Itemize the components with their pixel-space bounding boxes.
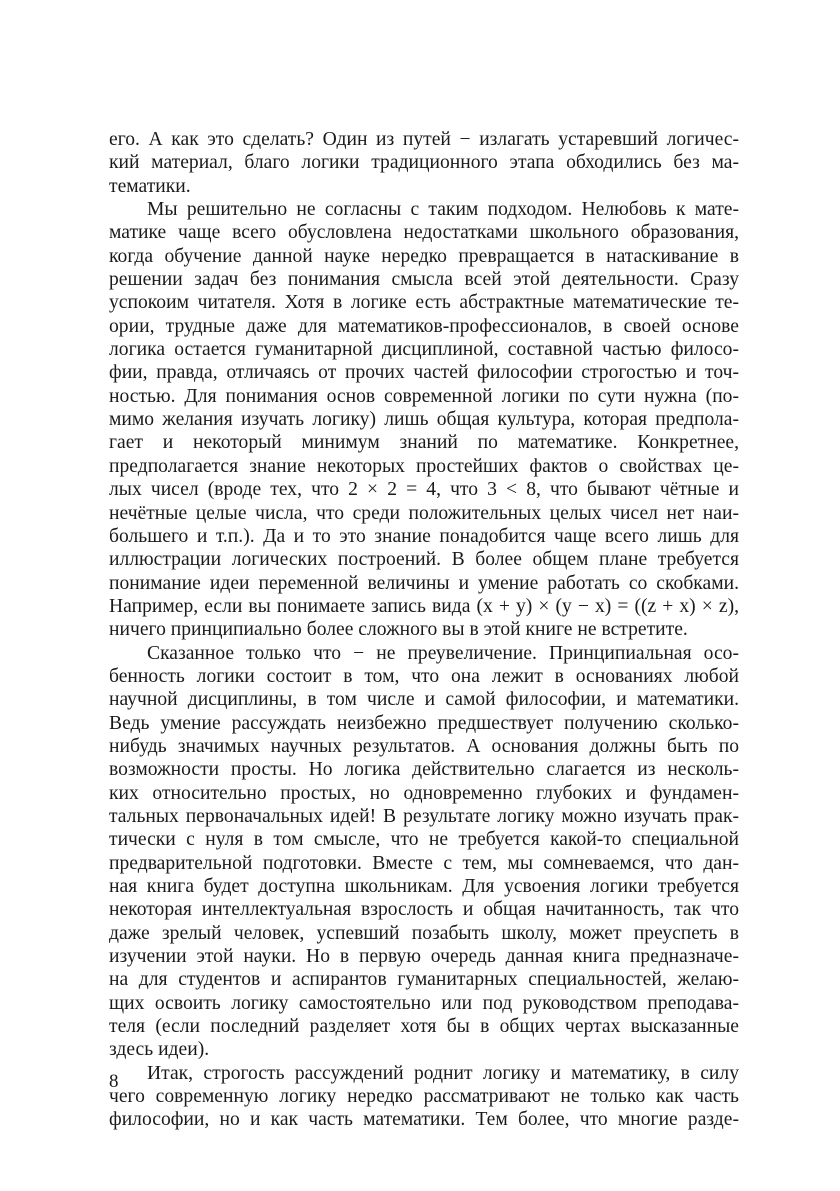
text-line: тальных первоначальных идей! В результате логику можно изучать прак- — [109, 805, 739, 827]
text-line: Сказанное только что − не преувеличение. Принципиальная осо- — [147, 642, 739, 664]
body-text — [109, 128, 739, 1132]
text-line: здесь идеи). — [109, 1039, 210, 1061]
text-line: тематики. — [109, 175, 191, 197]
text-line: его. А как это сделать? Один из путей − излагать устаревший логичес- — [109, 129, 739, 150]
text-line: мимо желания изучать логику) лишь общая культура, которая предпола- — [109, 409, 739, 431]
text-line: Итак, строгость рассуждений роднит логику и математику, в силу — [147, 1062, 739, 1084]
text-line: кий материал, благо логики традиционного этапа обходились без ма- — [109, 152, 739, 174]
text-line: большего и т.п.). Да и то это знание понадобится чаще всего лишь для — [109, 525, 739, 547]
text-line: ностью. Для понимания основ современной логики по сути нужна (по- — [109, 385, 739, 407]
text-line: теля (если последний разделяет хотя бы в общих чертах высказанные — [109, 1016, 739, 1038]
text-line: бенность логики состоит в том, что она лежит в основаниях любой — [109, 665, 739, 687]
text-line: изучении этой науки. Но в первую очередь данная книга предназначе- — [109, 946, 739, 968]
text-line: на для студентов и аспирантов гуманитарных специальностей, желаю- — [109, 969, 739, 991]
text-line: Ведь умение рассуждать неизбежно предшествует получению сколько- — [109, 712, 739, 734]
text-line: когда обучение данной науке нередко превращается в натаскивание в — [109, 245, 739, 267]
text-line: ории, трудные даже для математиков-профессионалов, в своей основе — [109, 315, 739, 337]
text-line: предполагается знание некоторых простейших фактов о свойствах це- — [109, 455, 739, 477]
text-line: решении задач без понимания смысла всей этой деятельности. Сразу — [109, 269, 739, 291]
text-line: возможности просты. Но логика действительно слагается из несколь- — [109, 759, 739, 781]
text-line: успокоим читателя. Хотя в логике есть абстрактные математические те- — [109, 292, 739, 314]
text-line: научной дисциплины, в том числе и самой философии, и математики. — [109, 689, 739, 711]
text-line: ная книга будет доступна школьникам. Для усвоения логики требуется — [109, 876, 739, 897]
text-line: даже зрелый человек, успевший позабыть школу, может преуспеть в — [109, 922, 739, 944]
text-line: понимание идеи переменной величины и умение работать со скобками. — [109, 572, 739, 594]
text-line: чего современную логику нередко рассматривают не только как часть — [109, 1086, 739, 1108]
text-line: ких относительно простых, но одновременно глубоких и фундамен- — [109, 782, 739, 804]
text-line: матике чаще всего обусловлена недостатками школьного образования, — [109, 222, 739, 244]
text-line: фии, правда, отличаясь от прочих частей философии строгостью и точ- — [109, 362, 739, 384]
page-number: 8 — [109, 1071, 119, 1092]
text-line: нибудь значимых научных результатов. А основания должны быть по — [109, 735, 739, 757]
text-line: тически с нуля в том смысле, что не требуется какой-то специальной — [109, 829, 739, 851]
text-line: Например, если вы понимаете запись вида (x + y) × (y − x) = ((z + x) × z), — [109, 595, 739, 617]
text-line: иллюстрации логических построений. В более общем плане требуется — [109, 549, 739, 571]
text-line: гает и некоторый минимум знаний по математике. Конкретнее, — [109, 432, 739, 454]
text-line: некоторая интеллектуальная взрослость и общая начитанность, так что — [109, 899, 739, 921]
text-line: лых чисел (вроде тех, что 2 × 2 = 4, что 3 < 8, что бывают чётные и — [109, 479, 739, 501]
text-line: ничего принципиально более сложного вы в этой книге не встретите. — [109, 619, 688, 641]
text-line: логика остается гуманитарной дисциплиной, составной частью филосо- — [109, 339, 739, 361]
text-line: философии, но и как часть математики. Тем более, что многие разде- — [109, 1109, 739, 1131]
text-line: предварительной подготовки. Вместе с тем, мы сомневаемся, что дан- — [109, 852, 739, 874]
text-line: Мы решительно не согласны с таким подходом. Нелюбовь к мате- — [147, 199, 739, 221]
text-line: нечётные целые числа, что среди положительных целых чисел нет наи- — [109, 502, 739, 524]
text-line: щих освоить логику самостоятельно или под руководством преподава- — [109, 992, 739, 1014]
